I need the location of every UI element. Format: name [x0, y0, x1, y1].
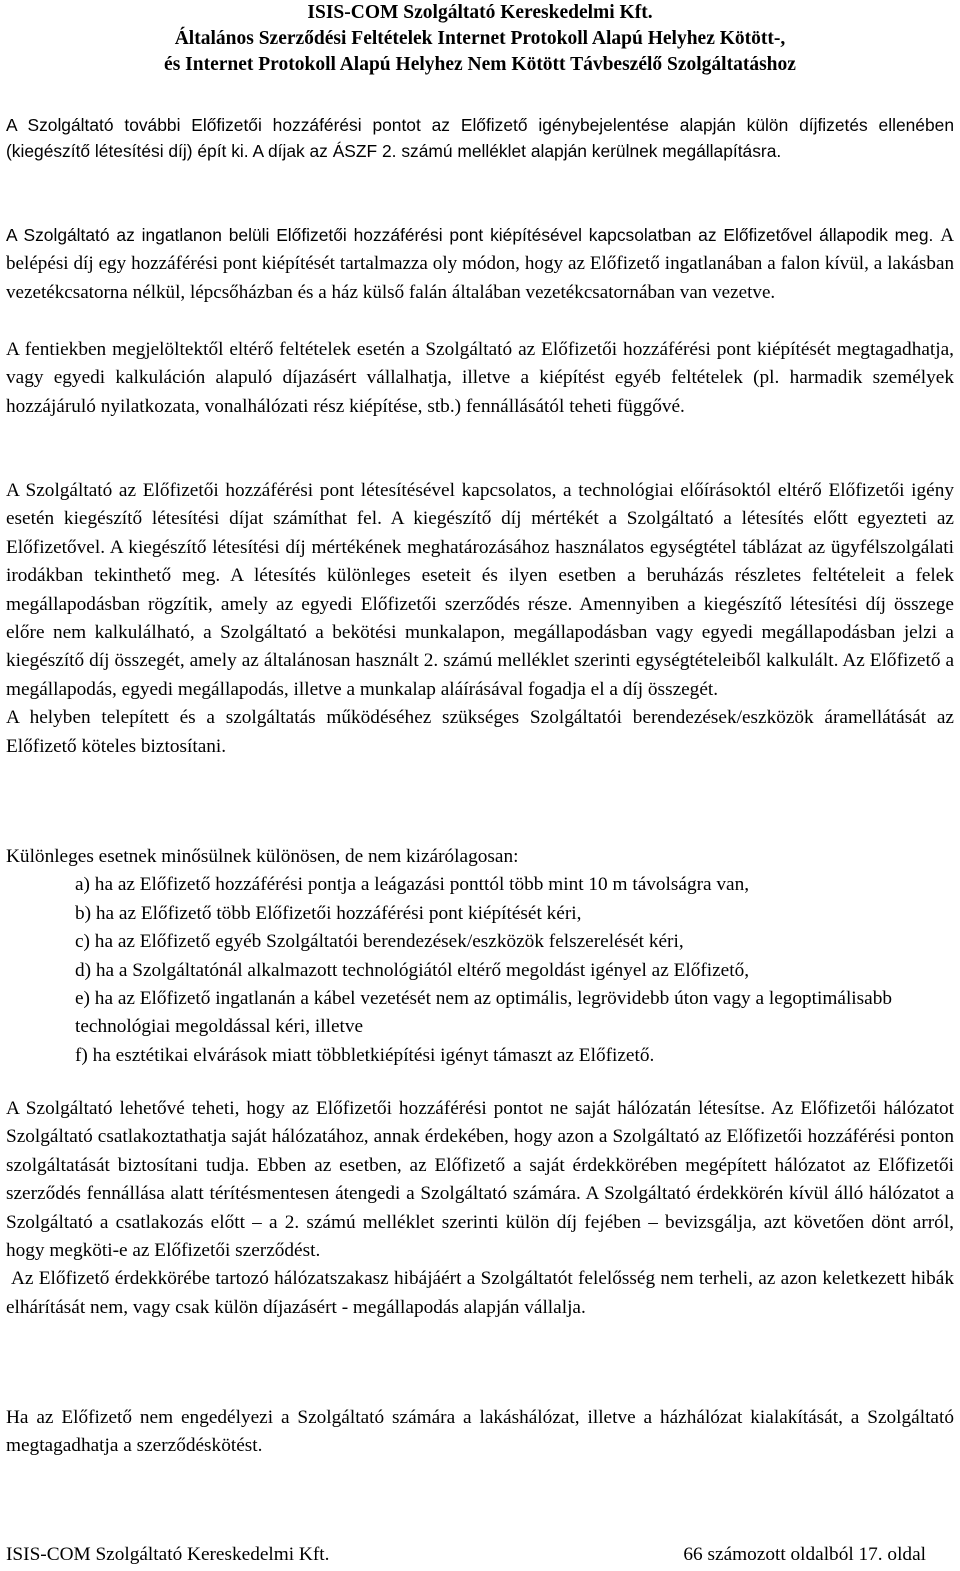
section-supplementary-fee — [6, 477, 954, 761]
paragraph-own-network: A Szolgáltató lehetővé teheti, hogy az Előfizetői hozzáférési pontot ne saját hálózatán létesítse. Az Előfizetői hálózatot Szolgáltató csatlakoztathatja saját hálózatához, annak érdekében, hogy azon a Szolgáltató az Előfizetői hozzáférési ponton szolgáltatását biztosítani tudja. Ebben az esetben, az Előfizető a saját érdekkörében megépített hálózatot az Előfizetői szerződés fennállása alatt térítésmentesen átengedi a Szolgáltató számára. A Szolgáltató érdekkörén kívül álló hálózatot a Szolgáltató a csatlakozás előtt – a 2. számú melléklet szerinti külön díj fejében – bevizsgálja, azt követően dönt arról, hogy megköti-e az Előfizetői szerződést. — [6, 1098, 954, 1262]
paragraph-liability: Az Előfizető érdekkörébe tartozó hálózatszakasz hibájáért a Szolgáltatót felelősség nem terheli, az azon keletkezett hibák elhárítását nem, vagy csak külön díjazásért - megállapodás alapján vállalja. — [6, 1268, 954, 1318]
header-title-line2: és Internet Protokoll Alapú Helyhez Nem Kötött Távbeszélő Szolgáltatáshoz — [164, 54, 796, 75]
special-cases-list — [6, 871, 954, 1070]
list-item: d) ha a Szolgáltatónál alkalmazott technológiától eltérő megoldást igényel az Előfizető, — [75, 959, 750, 981]
paragraph-deviating-conditions: A fentiekben megjelöltektől eltérő feltételek esetén a Szolgáltató az Előfizetői hozzáférési pont kiépítését megtagadhatja, vagy egyedi kalkuláción alapuló díjazásért vállalhatja, illetve a kiépítést egyéb feltételek (pl. harmadik személyek hozzájáruló nyilatkozata, vonalhálózati rész kiépítése, stb.) fennállásától teheti függővé. — [6, 339, 954, 417]
paragraph-installation-agreement — [6, 222, 954, 307]
section-additional-access-point — [6, 112, 954, 164]
list-item: e) ha az Előfizető ingatlanán a kábel vezetését nem az optimális, legrövidebb úton vagy a legoptimálisabb technológiai megoldással kéri, illetve — [75, 988, 893, 1038]
footer-page-number: 66 számozott oldalból 17. oldal — [683, 1544, 926, 1565]
section-own-network — [6, 1095, 954, 1322]
paragraph-installation-agreement-arial: A Szolgáltató az ingatlanon belüli Előfizetői hozzáférési pont kiépítésével kapcsolatban az Előfizetővel állapodik meg. — [6, 225, 934, 245]
list-item: f) ha esztétikai elvárások miatt többletkiépítési igényt támaszt az Előfizető. — [75, 1044, 655, 1066]
page-header — [0, 0, 960, 78]
paragraph-additional-access-point: A Szolgáltató további Előfizetői hozzáférési pontot az Előfizető igénybejelentése alapján külön díjfizetés ellenében (kiegészítő létesítési díj) épít ki. A díjak az ÁSZF 2. számú melléklet alapján kerülnek megállapításra. — [6, 115, 954, 161]
section-refusal — [6, 1404, 954, 1461]
list-item: a) ha az Előfizető hozzáférési pontja a leágazási ponttól több mint 10 m távolságra van, — [75, 874, 750, 896]
paragraph-entry-fee: A belépési díj egy hozzáférési pont kiépítését tartalmazza oly módon, hogy az Előfizető ingatlanában a falon kívül, a lakásban vezetékcsatorna nélkül, lépcsőházban és a ház külső falán általában vezetékcsatornában van vezetve. — [6, 225, 954, 303]
paragraph-power-supply: A helyben telepített és a szolgáltatás működéséhez szükséges Szolgáltatói berendezések/eszközök áramellátását az Előfizető köteles biztosítani. — [6, 707, 954, 757]
header-title-line1: Általános Szerződési Feltételek Internet Protokoll Alapú Helyhez Kötött-, — [174, 28, 786, 49]
list-item: c) ha az Előfizető egyéb Szolgáltatói berendezések/eszközök felszerelését kéri, — [75, 931, 684, 953]
section-installation-agreement — [6, 222, 954, 307]
paragraph-supplementary-fee: A Szolgáltató az Előfizetői hozzáférési pont létesítésével kapcsolatos, a technológiai előírásoktól eltérő Előfizetői igény esetén kiegészítő létesítési díjat számíthat fel. A kiegészítő díj mértékét a Szolgáltató a létesítés előtt egyezteti az Előfizetővel. A kiegészítő létesítési díj mértékének meghatározásához használatos egységtétel táblázat az ügyfélszolgálati irodákban tekinthető meg. A létesítés különleges eseteit és ilyen esetben a beruházás részletes feltételeit a felek megállapodásban rögzítik, amely az egyedi Előfizetői szerződés része. Amennyiben a kiegészítő létesítési díj összege előre nem kalkulálható, a Szolgáltató a bekötési munkalapon, megállapodásban vagy egyedi megállapodásban jelzi a kiegészítő díj összegét, amely az általánosan használt 2. számú melléklet szerinti egységtételeiből kalkulált. Az Előfizető a megállapodás, egyedi megállapodás, illetve a munkalap aláírásával fogadja el a díj összegét. — [6, 480, 954, 700]
paragraph-refusal: Ha az Előfizető nem engedélyezi a Szolgáltató számára a lakáshálózat, illetve a házhálózat kialakítását, a Szolgáltató megtagadhatja a szerződéskötést. — [6, 1407, 954, 1457]
footer-company: ISIS-COM Szolgáltató Kereskedelmi Kft. — [6, 1544, 330, 1565]
section-special-cases — [6, 843, 954, 1070]
header-company: ISIS-COM Szolgáltató Kereskedelmi Kft. — [307, 2, 653, 23]
special-cases-intro: Különleges esetnek minősülnek különösen, de nem kizárólagosan: — [6, 846, 519, 867]
list-item: b) ha az Előfizető több Előfizetői hozzáférési pont kiépítését kéri, — [75, 902, 582, 924]
section-deviating-conditions — [6, 336, 954, 421]
